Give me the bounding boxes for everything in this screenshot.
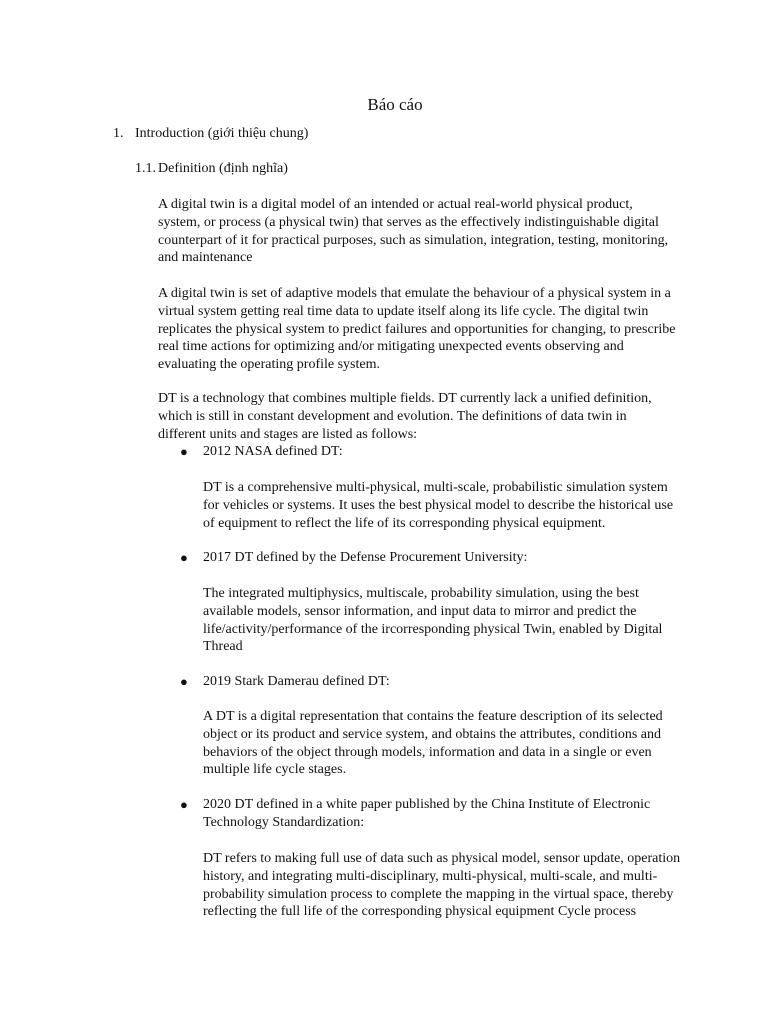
bullet-label: 2017 DT defined by the Defense Procurement University: <box>203 550 528 565</box>
bullet-label: 2020 DT defined in a white paper published by the China Institute of Electronic Technology Standardization: <box>203 797 651 830</box>
bullet-icon: ● <box>180 550 188 565</box>
bullet-icon: ● <box>180 444 188 459</box>
section-title-1: Introduction (giới thiệu chung) <box>135 126 309 141</box>
bullet-description: A DT is a digital representation that contains the feature description of its selected object or its product and service system, and obtains the attributes, conditions and behaviors of the object through models, information and data in a single or even multiple life cycle stages. <box>203 709 663 778</box>
section-heading-1-1 <box>135 160 288 178</box>
bullet-label: 2019 Stark Damerau defined DT: <box>203 674 390 689</box>
section-heading-1 <box>113 125 308 143</box>
section-number-1-1: 1.1. <box>135 161 156 176</box>
document-title: Báo cáo <box>367 95 423 114</box>
bullet-icon: ● <box>180 674 188 689</box>
bullet-description: DT refers to making full use of data such as physical model, sensor update, operation history, and integrating multi-disciplinary, multi-physical, multi-scale, and multi-probability simulation process to complete the mapping in the virtual space, thereby reflecting the full life of the corresponding physical equipment Cycle process <box>203 851 681 920</box>
bullet-description: The integrated multiphysics, multiscale, probability simulation, using the best available models, sensor information, and input data to mirror and predict the life/activity/performance of the ircorresponding physical Twin, enabled by Digital Thread <box>203 586 663 655</box>
bullet-label: 2012 NASA defined DT: <box>203 444 343 459</box>
section-title-1-1: Definition (định nghĩa) <box>158 161 288 176</box>
bullet-description: DT is a comprehensive multi-physical, multi-scale, probabilistic simulation system for vehicles or systems. It uses the best physical model to describe the historical use of equipment to reflect the life of its corresponding physical equipment. <box>203 480 674 531</box>
paragraph-definition-1: A digital twin is a digital model of an intended or actual real-world physical product, system, or process (a physical twin) that serves as the effectively indistinguishable digital counterpart of it for practical purposes, such as simulation, integration, testing, monitoring, and maintenance <box>158 197 669 266</box>
section-number-1: 1. <box>113 126 124 141</box>
paragraph-definition-2: A digital twin is set of adaptive models that emulate the behaviour of a physical system in a virtual system getting real time data to update itself along its life cycle. The digital twin replicates the physical system to predict failures and opportunities for changing, to prescribe real time actions for optimizing and/or mitigating unexpected events observing and evaluating the operating profile system. <box>158 286 676 373</box>
bullet-icon: ● <box>180 797 188 812</box>
paragraph-definition-3: DT is a technology that combines multiple fields. DT currently lack a unified definition, which is still in constant development and evolution. The definitions of data twin in different units and stages are listed as follows: <box>158 391 652 442</box>
